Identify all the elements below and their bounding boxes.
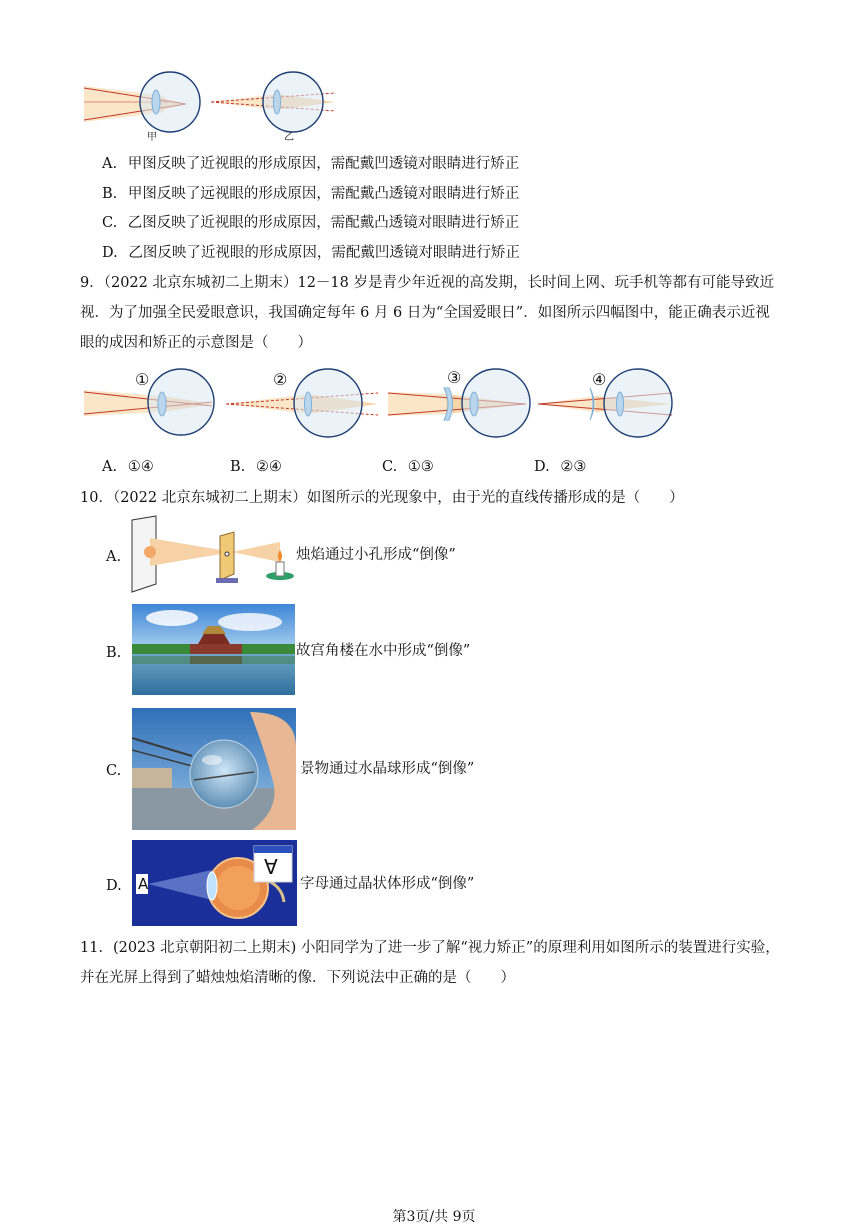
q9-fig-label-1: ①: [135, 370, 150, 389]
q9-figure-2: [222, 366, 382, 440]
q8-fig-label-jia: 甲: [147, 132, 157, 143]
option-text: 乙图反映了近视眼的形成原因，需配戴凹透镜对眼睛进行矫正: [128, 245, 520, 261]
q8-fig-label-yi: 乙: [284, 132, 294, 143]
q9-stem-line-3: 眼的成因和矫正的示意图是（ ）: [80, 335, 312, 351]
option-text: 甲图反映了近视眼的形成原因，需配戴凹透镜对眼睛进行矫正: [127, 156, 520, 172]
q10-option-b-palace-photo: [132, 604, 295, 695]
q10-option-a-pinhole-figure: [120, 514, 296, 594]
q10-option-a-text: 烛焰通过小孔形成“倒像”: [296, 547, 456, 563]
q10-option-d-eye-figure: [132, 840, 297, 926]
q9-fig-label-2: ②: [273, 370, 288, 389]
option-letter: C.: [102, 215, 118, 231]
option-letter: D.: [102, 245, 118, 261]
option-letter: D.: [534, 459, 550, 475]
q10-option-c-crystal-ball-photo: [132, 708, 296, 830]
option-text: ②③: [560, 459, 587, 475]
option-letter: B.: [102, 186, 118, 202]
q9-figure-1: [82, 366, 222, 440]
option-letter: C.: [382, 459, 398, 475]
option-text: ②④: [255, 459, 282, 475]
q9-option-a: [102, 457, 154, 477]
q8-option-a: [102, 154, 519, 174]
q10-option-b-text: 故宫角楼在水中形成“倒像”: [296, 643, 471, 659]
q9-fig-label-3: ③: [447, 368, 462, 387]
option-letter: A.: [102, 459, 118, 475]
q9-option-b: [230, 457, 282, 477]
option-text: 乙图反映了近视眼的形成原因，需配戴凸透镜对眼睛进行矫正: [127, 215, 520, 231]
q8-figure-yi: [205, 66, 341, 142]
q11-stem-line-1: 11．(2023 北京朝阳初二上期末) 小阳同学为了进一步了解“视力矫正”的原理利用如图所示的装置进行实验，: [80, 940, 780, 956]
option-text: ①④: [127, 459, 154, 475]
q10-option-b-letter: B.: [106, 645, 122, 661]
q10-option-d-letter: D.: [106, 878, 122, 894]
option-letter: A.: [102, 156, 118, 172]
eye-object-letter: A: [138, 875, 149, 893]
option-text: 甲图反映了远视眼的形成原因，需配戴凸透镜对眼睛进行矫正: [127, 186, 520, 202]
q11-stem-line-2: 并在光屏上得到了蜡烛烛焰清晰的像．下列说法中正确的是（ ）: [80, 970, 515, 986]
option-letter: B.: [230, 459, 246, 475]
q10-option-c-text: 景物通过水晶球形成“倒像”: [300, 761, 475, 777]
q9-stem-line-2: 视．为了加强全民爱眼意识，我国确定每年 6 月 6 日为“全国爱眼日”．如图所示四幅图中，能正确表示近视: [80, 305, 770, 321]
option-text: ①③: [407, 459, 434, 475]
q8-option-b: [102, 184, 519, 204]
q9-option-d: [534, 457, 586, 477]
page-footer: 第3页/共 9页: [392, 1209, 476, 1225]
q10-option-a-letter: A.: [106, 549, 122, 565]
q8-figure-jia: [80, 66, 210, 142]
q8-option-d: [102, 243, 520, 263]
q10-option-d-text: 字母通过晶状体形成“倒像”: [300, 876, 475, 892]
q9-stem-line-1: 9．（2022 北京东城初二上期末）12－18 岁是青少年近视的高发期，长时间上网、玩手机等都有可能导致近: [80, 275, 774, 291]
q10-option-c-letter: C.: [106, 763, 122, 779]
q9-fig-label-4: ④: [592, 370, 607, 389]
q8-option-c: [102, 213, 519, 233]
eye-image-letter: A: [264, 854, 278, 878]
q10-stem: 10．（2022 北京东城初二上期末）如图所示的光现象中，由于光的直线传播形成的是（ ）: [80, 490, 684, 506]
q9-option-c: [382, 457, 434, 477]
